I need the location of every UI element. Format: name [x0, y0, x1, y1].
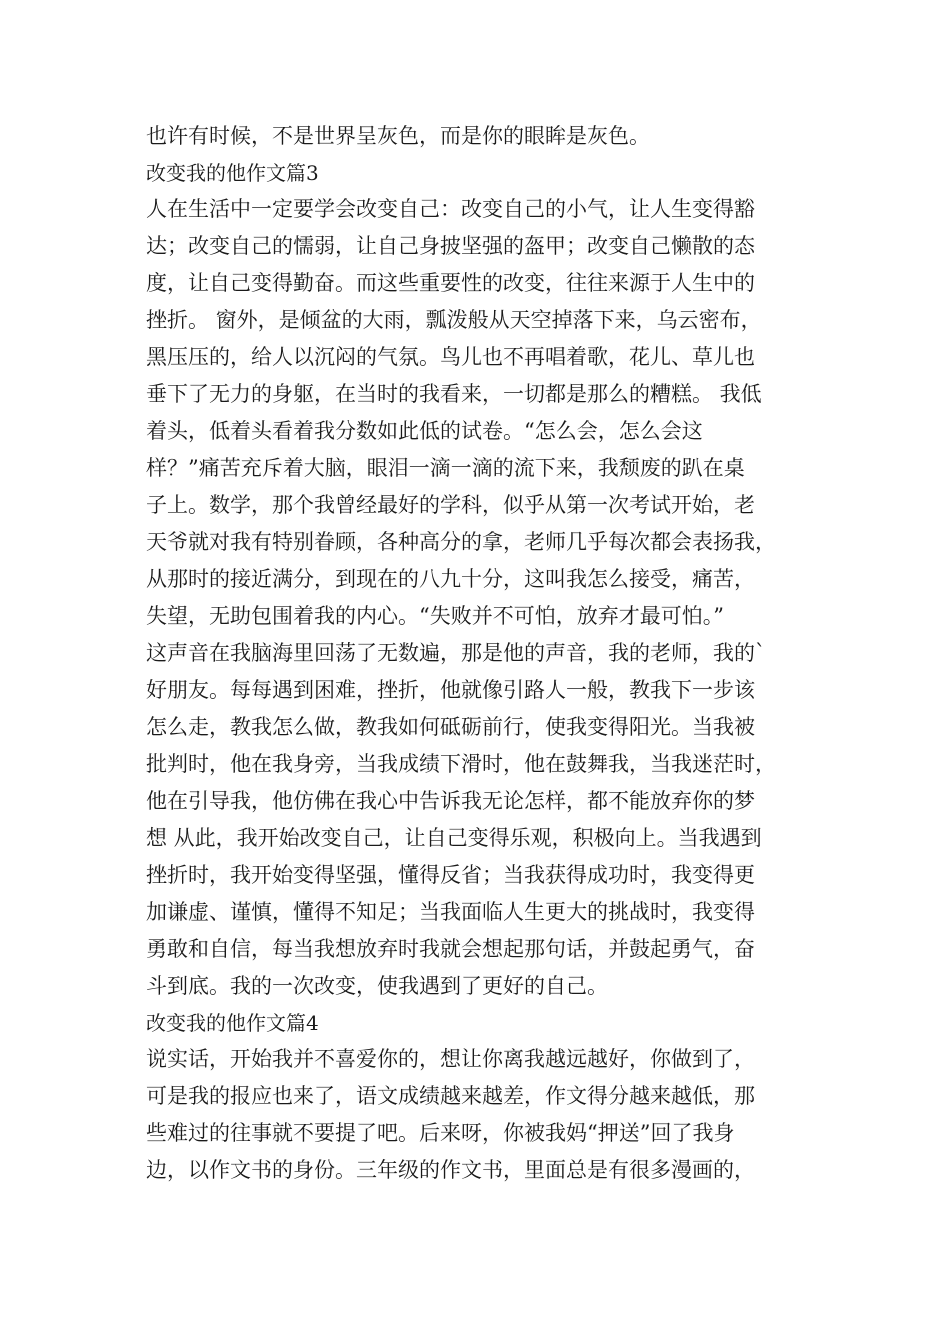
document-page: [146, 118, 826, 1189]
text-line: 着头，低着头看着我分数如此低的试卷。“怎么会，怎么会这: [146, 419, 703, 443]
text-line: 达；改变自己的懦弱，让自己身披坚强的盔甲；改变自己懒散的态: [146, 234, 755, 258]
text-line: 挫折。 窗外，是倾盆的大雨，瓢泼般从天空掉落下来，乌云密布，: [146, 308, 762, 332]
text-line: 些难过的往事就不要提了吧。后来呀，你被我妈“押送”回了我身: [146, 1121, 735, 1145]
text-line: 斗到底。我的一次改变，使我遇到了更好的自己。: [146, 974, 608, 998]
text-line: 也许有时候，不是世界呈灰色，而是你的眼眸是灰色。: [146, 124, 650, 148]
text-line: 挫折时，我开始变得坚强，懂得反省；当我获得成功时，我变得更: [146, 863, 755, 887]
text-line: 从那时的接近满分，到现在的八九十分，这叫我怎么接受，痛苦，: [146, 567, 755, 591]
text-line: 垂下了无力的身躯，在当时的我看来，一切都是那么的糟糕。 我低: [146, 382, 762, 406]
text-line: 天爷就对我有特别眷顾，各种高分的拿，老师几乎每次都会表扬我，: [146, 530, 776, 554]
text-line: 失望，无助包围着我的内心。“失败并不可怕，放弃才最可怕。”: [146, 604, 724, 628]
text-line: 这声音在我脑海里回荡了无数遍，那是他的声音，我的老师，我的`: [146, 641, 766, 665]
text-line: 可是我的报应也来了，语文成绩越来越差，作文得分越来越低，那: [146, 1084, 755, 1108]
text-line: 他在引导我，他仿佛在我心中告诉我无论怎样，都不能放弃你的梦: [146, 789, 755, 813]
text-line: 说实话，开始我并不喜爱你的，想让你离我越远越好，你做到了，: [146, 1047, 755, 1071]
text-line: 怎么走，教我怎么做，教我如何砥砺前行，使我变得阳光。当我被: [146, 715, 755, 739]
section-heading: 改变我的他作文篇4: [146, 1011, 319, 1035]
text-line: 好朋友。每每遇到困难，挫折，他就像引路人一般，教我下一步该: [146, 678, 755, 702]
text-line: 勇敢和自信，每当我想放弃时我就会想起那句话，并鼓起勇气，奋: [146, 937, 755, 961]
text-line: 批判时，他在我身旁，当我成绩下滑时，他在鼓舞我，当我迷茫时，: [146, 752, 776, 776]
text-line: 样？”痛苦充斥着大脑，眼泪一滴一滴的流下来，我颓废的趴在桌: [146, 456, 745, 480]
text-line: 子上。数学，那个我曾经最好的学科，似乎从第一次考试开始，老: [146, 493, 755, 517]
text-line: 边，以作文书的身份。三年级的作文书，里面总是有很多漫画的，: [146, 1158, 755, 1182]
text-line: 人在生活中一定要学会改变自己：改变自己的小气，让人生变得豁: [146, 197, 755, 221]
text-line: 加谦虚、谨慎，懂得不知足；当我面临人生更大的挑战时，我变得: [146, 900, 755, 924]
text-line: 度，让自己变得勤奋。而这些重要性的改变，往往来源于人生中的: [146, 271, 755, 295]
text-line: 想 从此，我开始改变自己，让自己变得乐观，积极向上。当我遇到: [146, 826, 762, 850]
text-line: 黑压压的，给人以沉闷的气氛。鸟儿也不再唱着歌，花儿、草儿也: [146, 345, 755, 369]
section-heading: 改变我的他作文篇3: [146, 161, 319, 185]
